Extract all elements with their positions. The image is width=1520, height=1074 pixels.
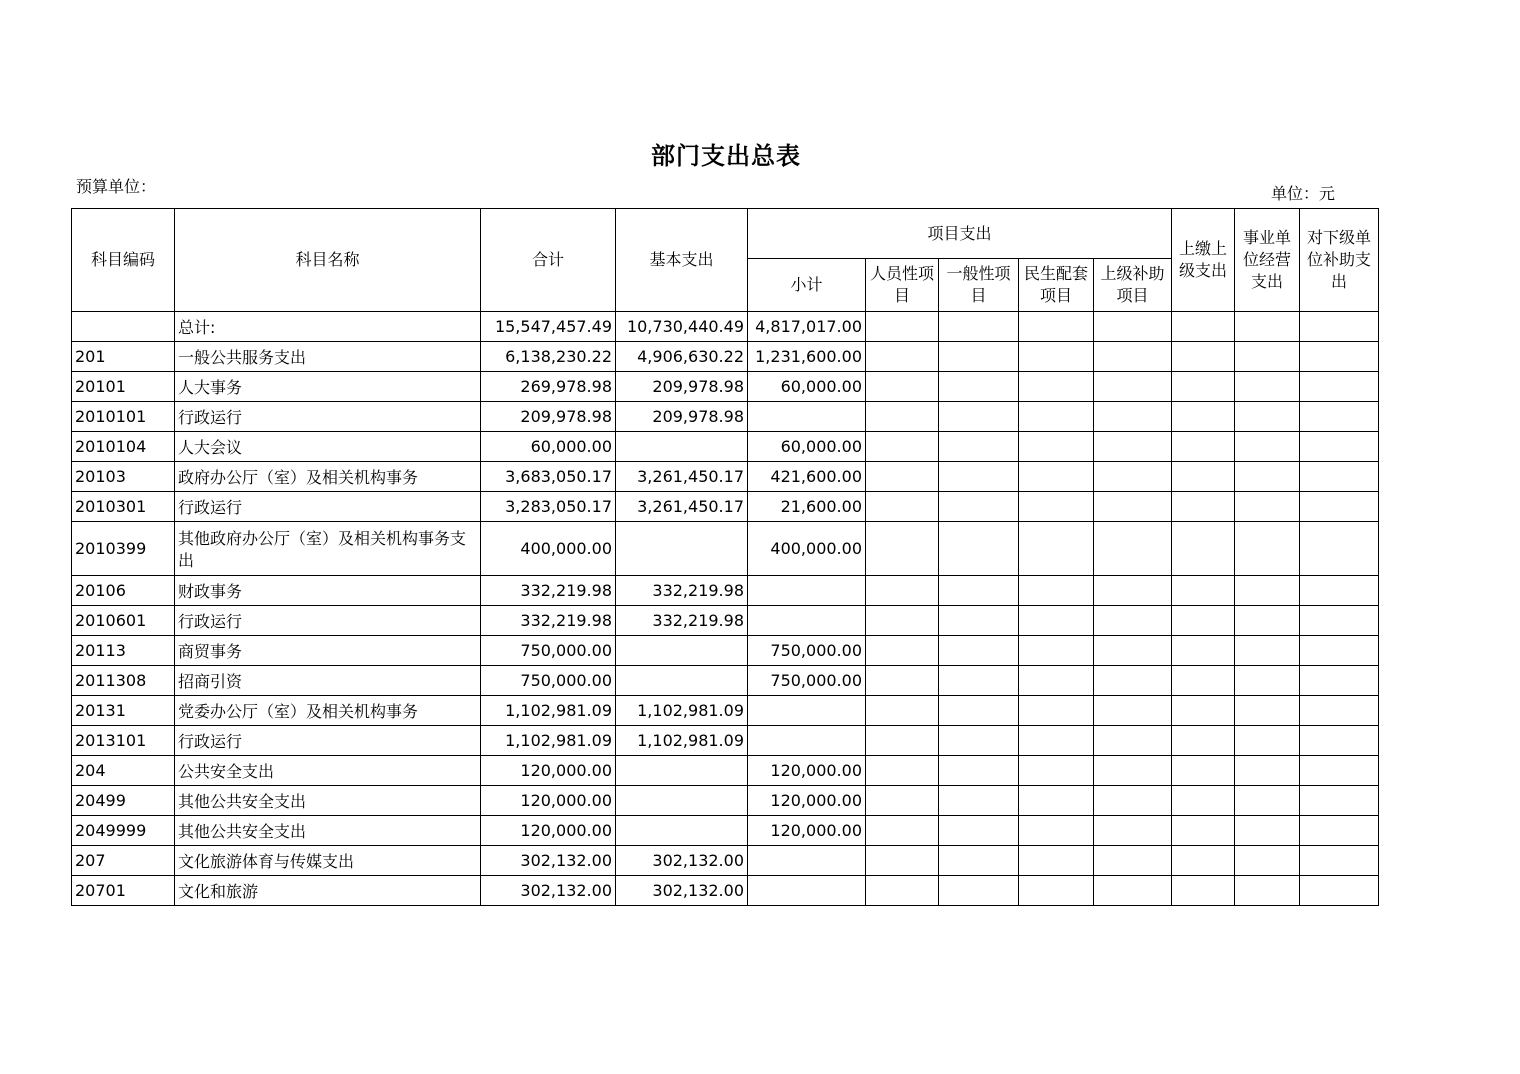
row-lower-subsidy-cell — [1300, 402, 1379, 432]
row-name-cell: 人大会议 — [175, 432, 481, 462]
row-livelihood-cell — [1019, 786, 1094, 816]
row-personnel-cell — [866, 846, 939, 876]
col-total-header: 合计 — [481, 209, 616, 312]
row-code-cell: 2011308 — [72, 666, 175, 696]
row-personnel-cell — [866, 816, 939, 846]
row-personnel-cell — [866, 636, 939, 666]
row-basic-cell: 3,261,450.17 — [616, 462, 748, 492]
col-livelihood-header: 民生配套项目 — [1019, 259, 1094, 312]
col-personnel-header: 人员性项目 — [866, 259, 939, 312]
row-subtotal-cell: 750,000.00 — [748, 636, 866, 666]
row-subtotal-cell: 120,000.00 — [748, 756, 866, 786]
row-subtotal-cell — [748, 606, 866, 636]
row-general-cell — [939, 786, 1019, 816]
row-livelihood-cell — [1019, 876, 1094, 906]
row-livelihood-cell — [1019, 462, 1094, 492]
row-business-ops-cell — [1235, 846, 1300, 876]
row-superior-subsidy-cell — [1094, 696, 1172, 726]
row-business-ops-cell — [1235, 696, 1300, 726]
row-pay-superior-cell — [1172, 756, 1235, 786]
row-livelihood-cell — [1019, 756, 1094, 786]
row-code-cell: 2010301 — [72, 492, 175, 522]
col-name-header: 科目名称 — [175, 209, 481, 312]
row-pay-superior-cell — [1172, 372, 1235, 402]
row-total-cell: 400,000.00 — [481, 522, 616, 576]
row-name-cell: 招商引资 — [175, 666, 481, 696]
row-general-cell — [939, 606, 1019, 636]
row-basic-cell: 209,978.98 — [616, 402, 748, 432]
row-livelihood-cell — [1019, 846, 1094, 876]
row-lower-subsidy-cell — [1300, 522, 1379, 576]
row-superior-subsidy-cell — [1094, 666, 1172, 696]
row-pay-superior-cell — [1172, 432, 1235, 462]
row-general-cell — [939, 402, 1019, 432]
row-superior-subsidy-cell — [1094, 432, 1172, 462]
row-name-cell: 一般公共服务支出 — [175, 342, 481, 372]
row-code-cell: 20106 — [72, 576, 175, 606]
budget-unit-label: 预算单位： — [76, 177, 157, 196]
row-business-ops-cell — [1235, 816, 1300, 846]
row-code-cell: 204 — [72, 756, 175, 786]
row-superior-subsidy-cell — [1094, 606, 1172, 636]
row-livelihood-cell — [1019, 636, 1094, 666]
row-code-cell: 2010399 — [72, 522, 175, 576]
row-code-cell: 20701 — [72, 876, 175, 906]
row-livelihood-cell — [1019, 492, 1094, 522]
row-name-cell: 党委办公厅（室）及相关机构事务 — [175, 696, 481, 726]
row-lower-subsidy-cell — [1300, 342, 1379, 372]
row-pay-superior-cell — [1172, 786, 1235, 816]
row-lower-subsidy-cell — [1300, 432, 1379, 462]
row-name-cell: 文化旅游体育与传媒支出 — [175, 846, 481, 876]
row-business-ops-cell — [1235, 576, 1300, 606]
row-business-ops-cell — [1235, 432, 1300, 462]
row-superior-subsidy-cell — [1094, 576, 1172, 606]
row-name-cell: 行政运行 — [175, 492, 481, 522]
row-livelihood-cell — [1019, 372, 1094, 402]
row-basic-cell — [616, 432, 748, 462]
table-row — [72, 786, 1379, 816]
row-personnel-cell — [866, 696, 939, 726]
row-lower-subsidy-cell — [1300, 372, 1379, 402]
row-code-cell: 20103 — [72, 462, 175, 492]
row-lower-subsidy-cell — [1300, 786, 1379, 816]
table-row — [72, 342, 1379, 372]
row-total-cell: 1,102,981.09 — [481, 696, 616, 726]
row-general-cell — [939, 666, 1019, 696]
table-row — [72, 372, 1379, 402]
row-subtotal-cell: 4,817,017.00 — [748, 312, 866, 342]
col-general-header: 一般性项目 — [939, 259, 1019, 312]
row-total-cell: 302,132.00 — [481, 846, 616, 876]
row-name-cell: 其他公共安全支出 — [175, 786, 481, 816]
row-livelihood-cell — [1019, 342, 1094, 372]
row-subtotal-cell — [748, 696, 866, 726]
row-pay-superior-cell — [1172, 342, 1235, 372]
row-personnel-cell — [866, 756, 939, 786]
row-subtotal-cell — [748, 402, 866, 432]
row-code-cell: 20113 — [72, 636, 175, 666]
row-lower-subsidy-cell — [1300, 696, 1379, 726]
row-basic-cell: 332,219.98 — [616, 606, 748, 636]
row-superior-subsidy-cell — [1094, 342, 1172, 372]
row-pay-superior-cell — [1172, 462, 1235, 492]
table-row — [72, 696, 1379, 726]
row-general-cell — [939, 576, 1019, 606]
row-general-cell — [939, 312, 1019, 342]
row-superior-subsidy-cell — [1094, 402, 1172, 432]
row-personnel-cell — [866, 786, 939, 816]
row-lower-subsidy-cell — [1300, 636, 1379, 666]
col-business-ops-header: 事业单位经营支出 — [1235, 209, 1300, 312]
row-basic-cell: 1,102,981.09 — [616, 696, 748, 726]
row-pay-superior-cell — [1172, 696, 1235, 726]
row-livelihood-cell — [1019, 402, 1094, 432]
row-basic-cell — [616, 666, 748, 696]
row-subtotal-cell — [748, 726, 866, 756]
row-code-cell: 20131 — [72, 696, 175, 726]
row-business-ops-cell — [1235, 786, 1300, 816]
table-row — [72, 402, 1379, 432]
row-general-cell — [939, 876, 1019, 906]
row-livelihood-cell — [1019, 432, 1094, 462]
row-lower-subsidy-cell — [1300, 816, 1379, 846]
row-business-ops-cell — [1235, 636, 1300, 666]
row-basic-cell: 3,261,450.17 — [616, 492, 748, 522]
row-personnel-cell — [866, 312, 939, 342]
row-basic-cell: 302,132.00 — [616, 846, 748, 876]
row-total-cell: 120,000.00 — [481, 756, 616, 786]
row-personnel-cell — [866, 666, 939, 696]
row-total-cell: 750,000.00 — [481, 636, 616, 666]
row-business-ops-cell — [1235, 522, 1300, 576]
row-business-ops-cell — [1235, 492, 1300, 522]
row-lower-subsidy-cell — [1300, 576, 1379, 606]
table-row — [72, 756, 1379, 786]
row-code-cell — [72, 312, 175, 342]
row-basic-cell — [616, 522, 748, 576]
row-business-ops-cell — [1235, 312, 1300, 342]
row-superior-subsidy-cell — [1094, 492, 1172, 522]
row-personnel-cell — [866, 576, 939, 606]
table-row — [72, 576, 1379, 606]
row-code-cell: 2049999 — [72, 816, 175, 846]
row-basic-cell: 1,102,981.09 — [616, 726, 748, 756]
row-general-cell — [939, 696, 1019, 726]
row-lower-subsidy-cell — [1300, 492, 1379, 522]
row-business-ops-cell — [1235, 462, 1300, 492]
table-row — [72, 636, 1379, 666]
row-pay-superior-cell — [1172, 312, 1235, 342]
row-livelihood-cell — [1019, 576, 1094, 606]
row-name-cell: 总计: — [175, 312, 481, 342]
table-row — [72, 726, 1379, 756]
row-name-cell: 公共安全支出 — [175, 756, 481, 786]
row-subtotal-cell: 400,000.00 — [748, 522, 866, 576]
row-superior-subsidy-cell — [1094, 786, 1172, 816]
row-total-cell: 269,978.98 — [481, 372, 616, 402]
row-business-ops-cell — [1235, 876, 1300, 906]
row-superior-subsidy-cell — [1094, 726, 1172, 756]
row-livelihood-cell — [1019, 726, 1094, 756]
row-code-cell: 2010104 — [72, 432, 175, 462]
page-title: 部门支出总表 — [651, 142, 801, 170]
row-pay-superior-cell — [1172, 492, 1235, 522]
row-lower-subsidy-cell — [1300, 756, 1379, 786]
row-total-cell: 750,000.00 — [481, 666, 616, 696]
table-row — [72, 432, 1379, 462]
row-business-ops-cell — [1235, 402, 1300, 432]
row-personnel-cell — [866, 342, 939, 372]
row-code-cell: 207 — [72, 846, 175, 876]
row-personnel-cell — [866, 726, 939, 756]
row-total-cell: 120,000.00 — [481, 816, 616, 846]
table-row — [72, 312, 1379, 342]
row-basic-cell — [616, 816, 748, 846]
row-pay-superior-cell — [1172, 816, 1235, 846]
row-code-cell: 20101 — [72, 372, 175, 402]
row-pay-superior-cell — [1172, 846, 1235, 876]
row-business-ops-cell — [1235, 756, 1300, 786]
row-name-cell: 商贸事务 — [175, 636, 481, 666]
row-code-cell: 201 — [72, 342, 175, 372]
row-superior-subsidy-cell — [1094, 312, 1172, 342]
row-total-cell: 15,547,457.49 — [481, 312, 616, 342]
row-personnel-cell — [866, 432, 939, 462]
col-superior-subsidy-header: 上级补助项目 — [1094, 259, 1172, 312]
row-total-cell: 60,000.00 — [481, 432, 616, 462]
row-name-cell: 文化和旅游 — [175, 876, 481, 906]
row-general-cell — [939, 756, 1019, 786]
row-business-ops-cell — [1235, 372, 1300, 402]
row-basic-cell: 209,978.98 — [616, 372, 748, 402]
row-lower-subsidy-cell — [1300, 666, 1379, 696]
row-basic-cell: 332,219.98 — [616, 576, 748, 606]
row-business-ops-cell — [1235, 726, 1300, 756]
table-row — [72, 462, 1379, 492]
row-personnel-cell — [866, 522, 939, 576]
row-lower-subsidy-cell — [1300, 312, 1379, 342]
row-superior-subsidy-cell — [1094, 372, 1172, 402]
row-basic-cell: 302,132.00 — [616, 876, 748, 906]
row-subtotal-cell: 60,000.00 — [748, 432, 866, 462]
row-total-cell: 332,219.98 — [481, 576, 616, 606]
row-subtotal-cell: 120,000.00 — [748, 816, 866, 846]
row-general-cell — [939, 522, 1019, 576]
row-name-cell: 人大事务 — [175, 372, 481, 402]
row-subtotal-cell — [748, 576, 866, 606]
row-superior-subsidy-cell — [1094, 756, 1172, 786]
row-pay-superior-cell — [1172, 606, 1235, 636]
row-code-cell: 2010601 — [72, 606, 175, 636]
row-subtotal-cell: 120,000.00 — [748, 786, 866, 816]
row-name-cell: 其他政府办公厅（室）及相关机构事务支出 — [175, 522, 481, 576]
row-pay-superior-cell — [1172, 726, 1235, 756]
expenditure-table — [71, 208, 1379, 906]
row-name-cell: 行政运行 — [175, 606, 481, 636]
row-general-cell — [939, 432, 1019, 462]
row-general-cell — [939, 846, 1019, 876]
row-basic-cell: 4,906,630.22 — [616, 342, 748, 372]
row-livelihood-cell — [1019, 522, 1094, 576]
row-business-ops-cell — [1235, 606, 1300, 636]
row-pay-superior-cell — [1172, 636, 1235, 666]
table-body — [72, 312, 1379, 906]
row-total-cell: 1,102,981.09 — [481, 726, 616, 756]
row-general-cell — [939, 726, 1019, 756]
row-name-cell: 行政运行 — [175, 402, 481, 432]
row-total-cell: 120,000.00 — [481, 786, 616, 816]
row-superior-subsidy-cell — [1094, 876, 1172, 906]
col-pay-superior-header: 上缴上级支出 — [1172, 209, 1235, 312]
row-code-cell: 20499 — [72, 786, 175, 816]
row-livelihood-cell — [1019, 696, 1094, 726]
row-name-cell: 财政事务 — [175, 576, 481, 606]
row-superior-subsidy-cell — [1094, 636, 1172, 666]
row-total-cell: 302,132.00 — [481, 876, 616, 906]
row-name-cell: 政府办公厅（室）及相关机构事务 — [175, 462, 481, 492]
row-code-cell: 2013101 — [72, 726, 175, 756]
row-general-cell — [939, 636, 1019, 666]
row-personnel-cell — [866, 492, 939, 522]
row-total-cell: 6,138,230.22 — [481, 342, 616, 372]
row-basic-cell: 10,730,440.49 — [616, 312, 748, 342]
row-general-cell — [939, 462, 1019, 492]
row-livelihood-cell — [1019, 312, 1094, 342]
table-row — [72, 666, 1379, 696]
row-personnel-cell — [866, 462, 939, 492]
row-superior-subsidy-cell — [1094, 816, 1172, 846]
row-business-ops-cell — [1235, 342, 1300, 372]
row-lower-subsidy-cell — [1300, 606, 1379, 636]
col-code-header: 科目编码 — [72, 209, 175, 312]
row-general-cell — [939, 372, 1019, 402]
col-subtotal-header: 小计 — [748, 259, 866, 312]
row-basic-cell — [616, 786, 748, 816]
row-subtotal-cell — [748, 846, 866, 876]
row-lower-subsidy-cell — [1300, 726, 1379, 756]
row-lower-subsidy-cell — [1300, 846, 1379, 876]
row-personnel-cell — [866, 372, 939, 402]
row-general-cell — [939, 342, 1019, 372]
row-pay-superior-cell — [1172, 666, 1235, 696]
row-basic-cell — [616, 636, 748, 666]
row-lower-subsidy-cell — [1300, 462, 1379, 492]
row-personnel-cell — [866, 402, 939, 432]
row-total-cell: 209,978.98 — [481, 402, 616, 432]
table-row — [72, 846, 1379, 876]
row-total-cell: 3,283,050.17 — [481, 492, 616, 522]
row-livelihood-cell — [1019, 816, 1094, 846]
row-code-cell: 2010101 — [72, 402, 175, 432]
row-subtotal-cell: 60,000.00 — [748, 372, 866, 402]
row-subtotal-cell: 421,600.00 — [748, 462, 866, 492]
row-pay-superior-cell — [1172, 522, 1235, 576]
row-subtotal-cell: 750,000.00 — [748, 666, 866, 696]
row-total-cell: 332,219.98 — [481, 606, 616, 636]
col-basic-header: 基本支出 — [616, 209, 748, 312]
col-project-group-header: 项目支出 — [748, 209, 1172, 259]
row-general-cell — [939, 492, 1019, 522]
table-row — [72, 492, 1379, 522]
row-name-cell: 其他公共安全支出 — [175, 816, 481, 846]
row-livelihood-cell — [1019, 606, 1094, 636]
row-livelihood-cell — [1019, 666, 1094, 696]
row-pay-superior-cell — [1172, 876, 1235, 906]
row-subtotal-cell — [748, 876, 866, 906]
col-lower-subsidy-header: 对下级单位补助支出 — [1300, 209, 1379, 312]
row-superior-subsidy-cell — [1094, 846, 1172, 876]
table-row — [72, 522, 1379, 576]
row-pay-superior-cell — [1172, 402, 1235, 432]
table-row — [72, 606, 1379, 636]
row-superior-subsidy-cell — [1094, 522, 1172, 576]
row-business-ops-cell — [1235, 666, 1300, 696]
table-row — [72, 876, 1379, 906]
row-personnel-cell — [866, 606, 939, 636]
row-basic-cell — [616, 756, 748, 786]
row-general-cell — [939, 816, 1019, 846]
row-total-cell: 3,683,050.17 — [481, 462, 616, 492]
row-subtotal-cell: 21,600.00 — [748, 492, 866, 522]
row-pay-superior-cell — [1172, 576, 1235, 606]
row-lower-subsidy-cell — [1300, 876, 1379, 906]
row-superior-subsidy-cell — [1094, 462, 1172, 492]
currency-unit-label: 单位：元 — [1271, 184, 1336, 203]
table-row — [72, 816, 1379, 846]
row-subtotal-cell: 1,231,600.00 — [748, 342, 866, 372]
row-personnel-cell — [866, 876, 939, 906]
row-name-cell: 行政运行 — [175, 726, 481, 756]
